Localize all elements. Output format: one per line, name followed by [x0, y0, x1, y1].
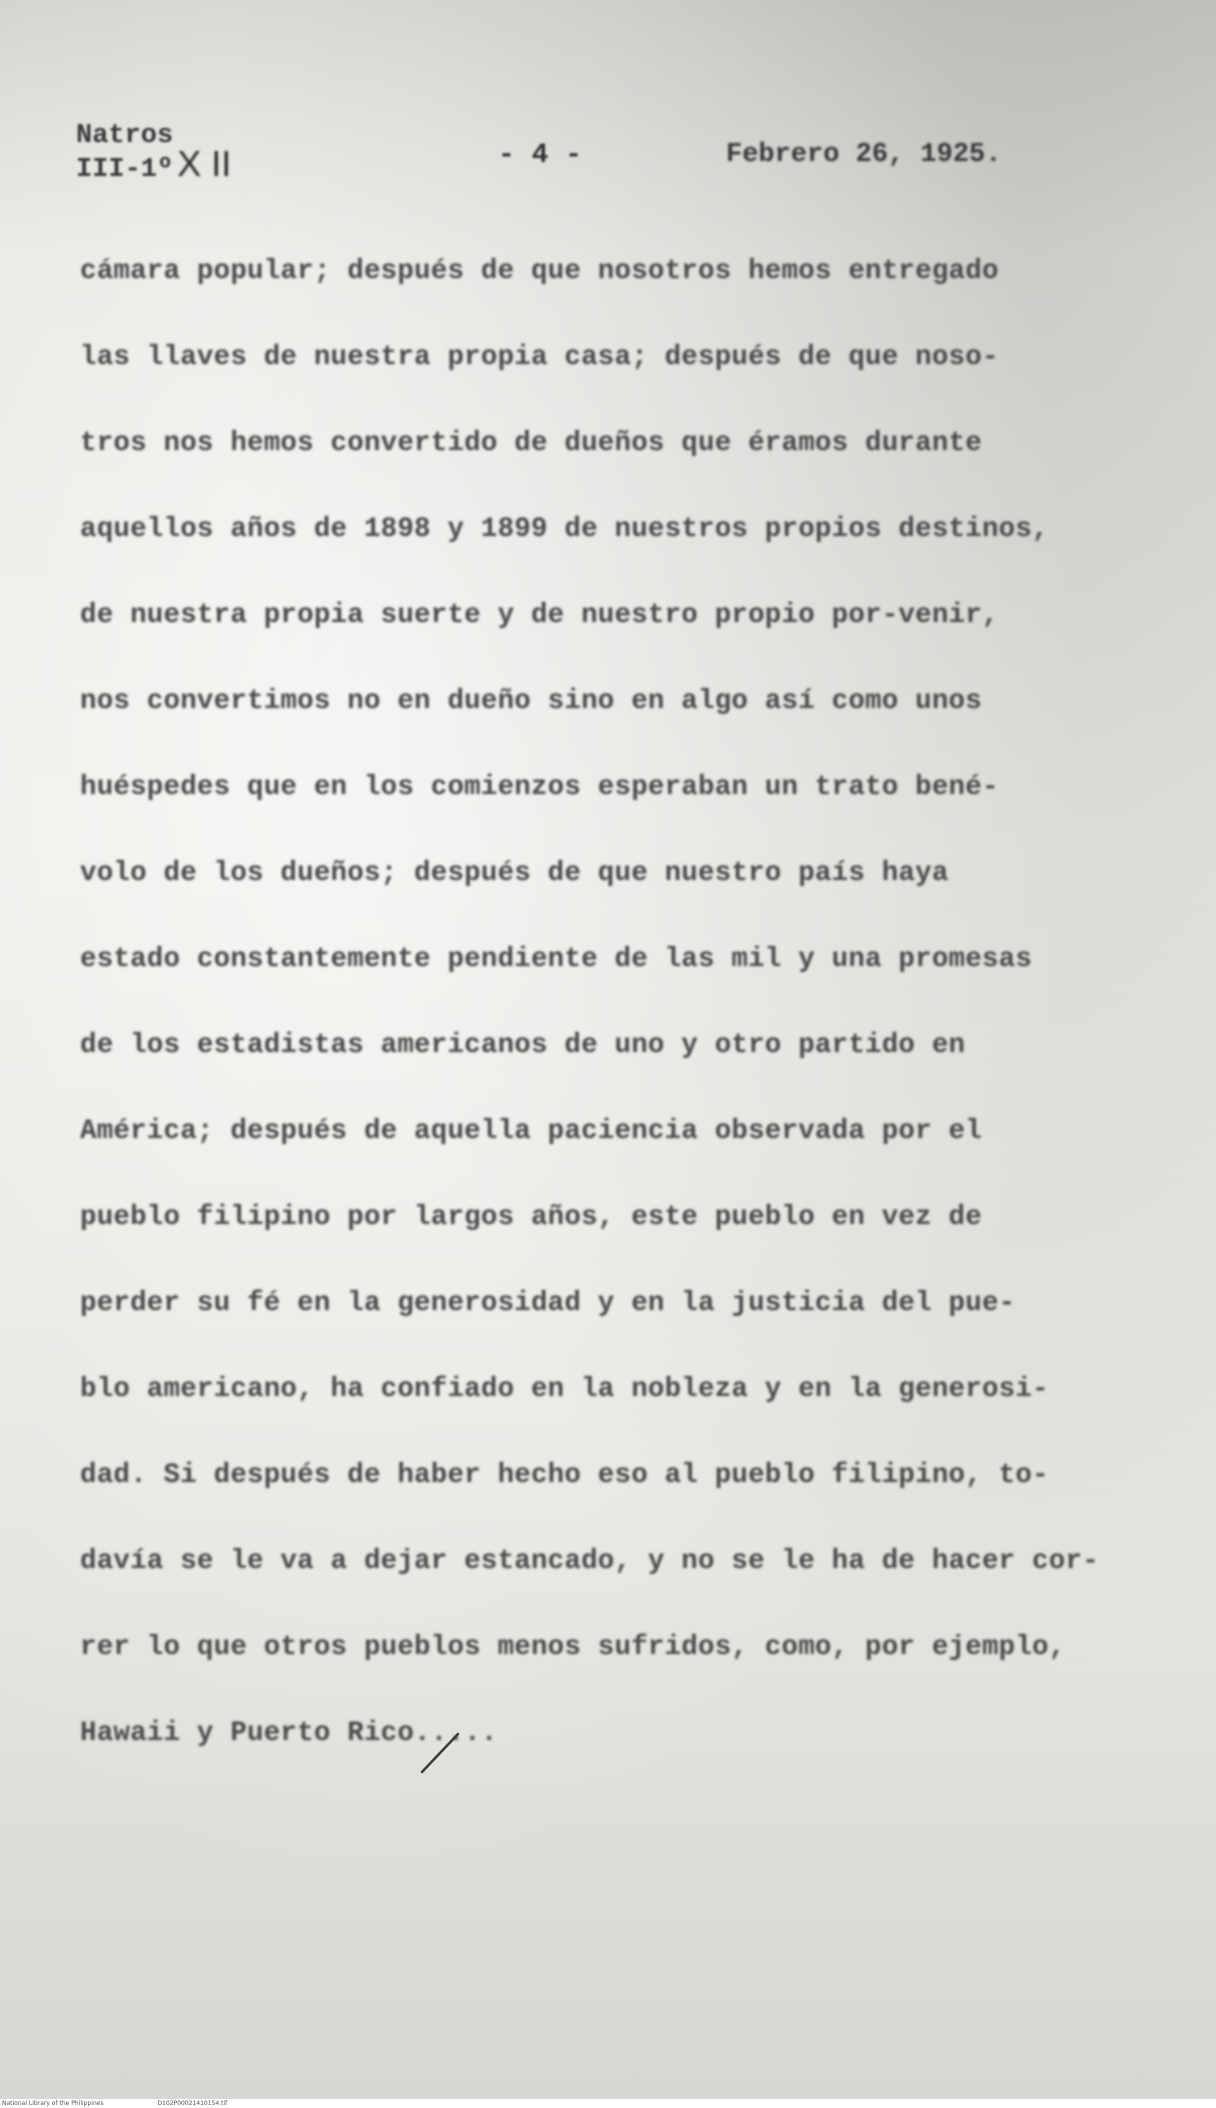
handwritten-mark: X II [177, 143, 232, 184]
text-line: América; después de aquella paciencia observada por el [80, 1116, 982, 1147]
footer-filename: D102P00021410154.tif [157, 2100, 228, 2107]
text-line: las llaves de nuestra propia casa; después de que noso- [80, 342, 999, 373]
page-header [0, 118, 1216, 188]
text-line: perder su fé en la generosidad y en la justicia del pue- [80, 1288, 1016, 1319]
text-line: huéspedes que en los comienzos esperaban un trato bené- [80, 772, 999, 803]
text-line: Hawaii y Puerto Rico..... [80, 1718, 498, 1749]
text-line: dad. Si después de haber hecho eso al pueblo filipino, to- [80, 1460, 1049, 1491]
text-line: pueblo filipino por largos años, este pueblo en vez de [80, 1202, 982, 1233]
reference-line-2: III-1º [76, 155, 174, 185]
text-line: de nuestra propia suerte y de nuestro propio por-venir, [80, 600, 999, 631]
text-line: rer lo que otros pueblos menos sufridos, como, por ejemplo, [80, 1632, 1066, 1663]
document-date: Febrero 26, 1925. [726, 140, 1002, 170]
scan-footer [0, 2099, 1216, 2108]
text-line: estado constantemente pendiente de las mil y una promesas [80, 944, 1033, 975]
body-text [80, 252, 1140, 1800]
page-number: - 4 - [498, 140, 583, 171]
text-line: de los estadistas americanos de uno y otro partido en [80, 1030, 966, 1061]
text-line: blo americano, ha confiado en la nobleza y en la generosi- [80, 1374, 1049, 1405]
text-line: volo de los dueños; después de que nuestro país haya [80, 858, 949, 889]
text-line: tros nos hemos convertido de dueños que éramos durante [80, 428, 982, 459]
text-line: davía se le va a dejar estancado, y no se le ha de hacer cor- [80, 1546, 1099, 1577]
text-line: aquellos años de 1898 y 1899 de nuestros propios destinos, [80, 514, 1049, 545]
reference-line-1: Natros [76, 121, 174, 151]
file-reference [76, 122, 231, 184]
footer-source: National Library of the Philippines [2, 2100, 104, 2107]
text-line: cámara popular; después de que nosotros hemos entregado [80, 256, 999, 287]
text-line: nos convertimos no en dueño sino en algo así como unos [80, 686, 982, 717]
